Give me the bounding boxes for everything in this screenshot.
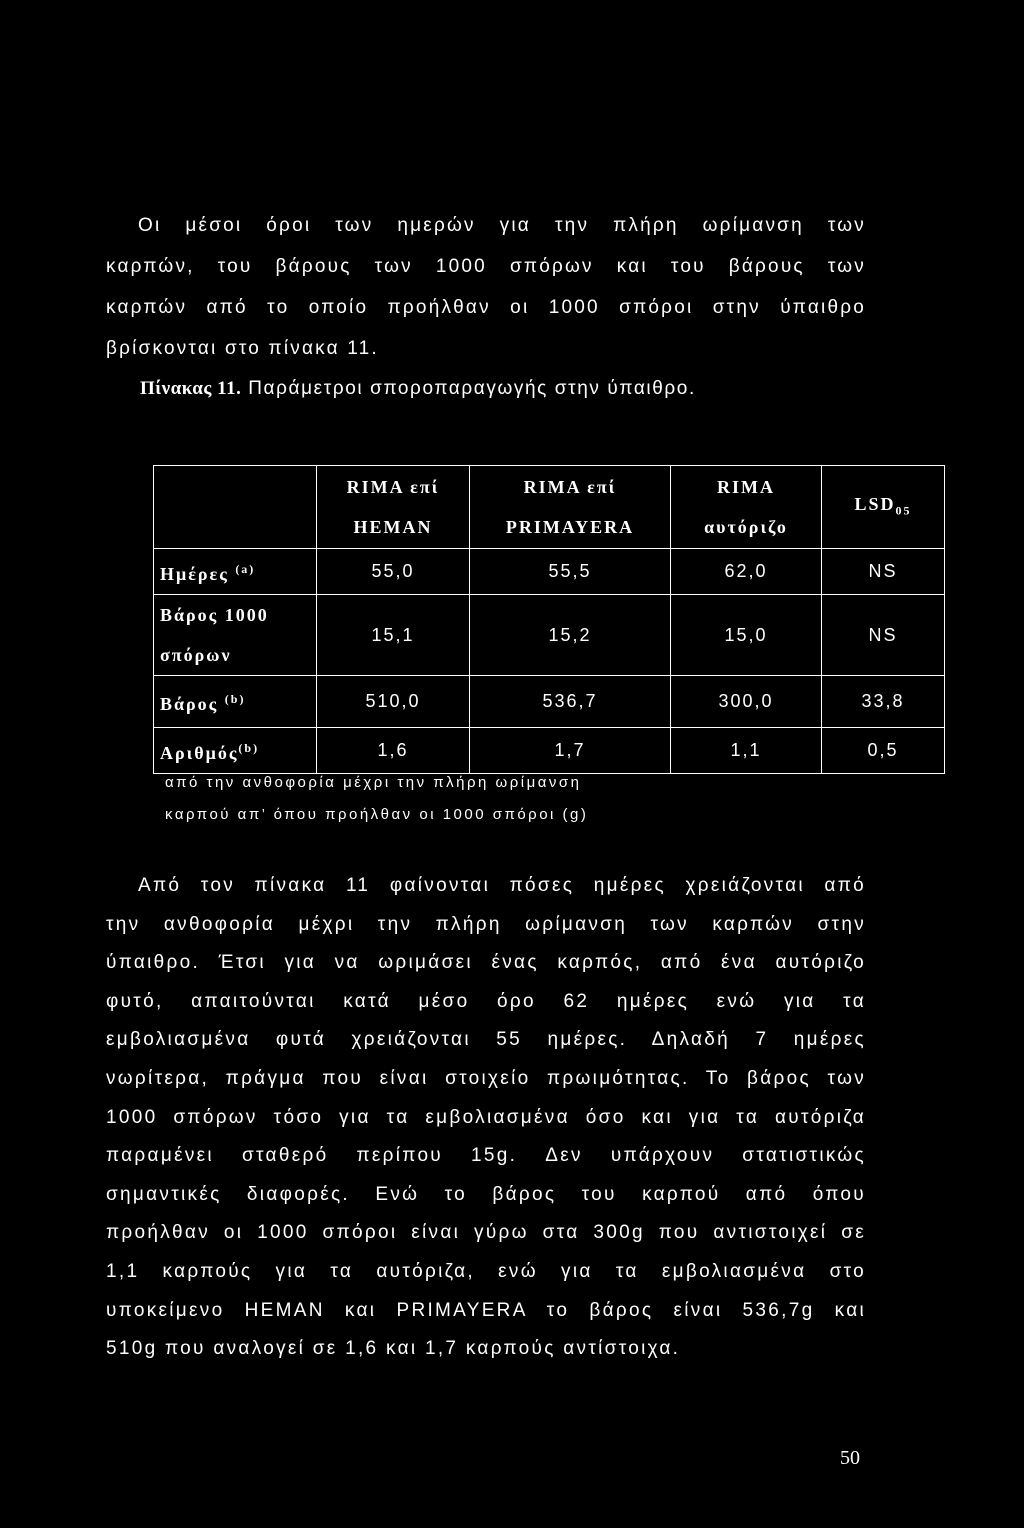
table-cell: 15,1 [317, 595, 470, 676]
table-cell: 55,5 [470, 549, 671, 595]
body-line: Από τον πίνακα 11 φαίνονται πόσες ημέρες χρειάζονται από [138, 875, 866, 896]
body-line: προήλθαν οι 1000 σπόροι είναι γύρω στα 300g που αντιστοιχεί σε [106, 1222, 866, 1244]
row-label: Βάρος 1000 σπόρων [154, 595, 317, 676]
body-line: νωρίτερα, πράγμα που είναι στοιχείο πρωιμότητας. Το βάρος των [106, 1067, 866, 1089]
table-cell: NS [822, 549, 945, 595]
body-line: 510g που αναλογεί σε 1,6 και 1,7 καρπούς αντίστοιχα. [106, 1338, 681, 1360]
table-cell: 510,0 [317, 676, 470, 728]
table-caption [140, 378, 696, 400]
body-line: φυτό, απαιτούνται κατά μέσο όρο 62 ημέρες ενώ για τα [106, 990, 866, 1012]
parameters-table [153, 465, 945, 774]
intro-line: καρπών, του βάρους των 1000 σπόρων και του βάρους των [106, 256, 866, 277]
body-line: 1000 σπόρων τόσο για τα εμβολιασμένα όσο και για τα αυτόριζα [106, 1106, 866, 1128]
row-label: Αριθμός$^{(b)}$ [154, 728, 317, 774]
body-line: παραμένει σταθερό περίπου 15g. Δεν υπάρχουν στατιστικώς [106, 1145, 866, 1167]
row-label: Ημέρες $^{(a)}$ [154, 549, 317, 595]
table-cell: 1,1 [671, 728, 822, 774]
footnote-line: καρπού απ’ όπου προήλθαν οι 1000 σπόροι (g) [165, 806, 589, 823]
table-cell: 33,8 [822, 676, 945, 728]
header-cell: RIMA αυτόριζο [671, 466, 822, 549]
header-cell-lsd: $LSD_{05}$ [822, 466, 945, 549]
body-line: 1,1 καρπούς για τα αυτόριζα, ενώ για τα εμβολιασμένα στο [106, 1260, 866, 1282]
header-cell: RIMA επί HEMAN [317, 466, 470, 549]
intro-paragraph [106, 205, 866, 369]
table-row [154, 595, 945, 676]
body-line: υποκείμενο HEMAN και PRIMAYERA το βάρος είναι 536,7g και [106, 1299, 866, 1321]
body-line: ύπαιθρο. Έτσι για να ωριμάσει ένας καρπός, από ένα αυτόριζο [106, 952, 866, 974]
intro-line: Οι μέσοι όροι των ημερών για την πλήρη ωρίμανση των [138, 215, 866, 236]
table-cell: 55,0 [317, 549, 470, 595]
table-row [154, 676, 945, 728]
table-cell: 1,6 [317, 728, 470, 774]
table-cell: 536,7 [470, 676, 671, 728]
table-row [154, 549, 945, 595]
body-line: εμβολιασμένα φυτά χρειάζονται 55 ημέρες. Δηλαδή 7 ημέρες [106, 1029, 866, 1051]
header-cell: RIMA επί PRIMAYERA [470, 466, 671, 549]
body-paragraph [106, 867, 866, 1369]
row-label: Βάρος $^{(b)}$ [154, 676, 317, 728]
table-cell: 15,2 [470, 595, 671, 676]
intro-line: βρίσκονται στο πίνακα 11. [106, 338, 379, 359]
table-cell: 0,5 [822, 728, 945, 774]
body-line: σημαντικές διαφορές. Ενώ το βάρος του καρπού από όπου [106, 1183, 866, 1205]
table-footnote [165, 767, 588, 831]
page-number: 50 [840, 1447, 860, 1469]
table-cell: 300,0 [671, 676, 822, 728]
intro-line: καρπών από το οποίο προήλθαν οι 1000 σπόροι στην ύπαιθρο [106, 297, 866, 318]
table-cell: 62,0 [671, 549, 822, 595]
header-empty-cell [154, 466, 317, 549]
table-header-row [154, 466, 945, 549]
table-cell: 15,0 [671, 595, 822, 676]
body-line: την ανθοφορία μέχρι την πλήρη ωρίμανση των καρπών στην [106, 913, 866, 935]
footnote-line: από την ανθοφορία μέχρι την πλήρη ωρίμανση [165, 774, 582, 791]
table-cell: NS [822, 595, 945, 676]
table-caption-label: Πίνακας 11. [140, 378, 242, 399]
table-caption-text: Παράμετροι σποροπαραγωγής στην ύπαιθρο. [241, 378, 696, 399]
table-cell: 1,7 [470, 728, 671, 774]
